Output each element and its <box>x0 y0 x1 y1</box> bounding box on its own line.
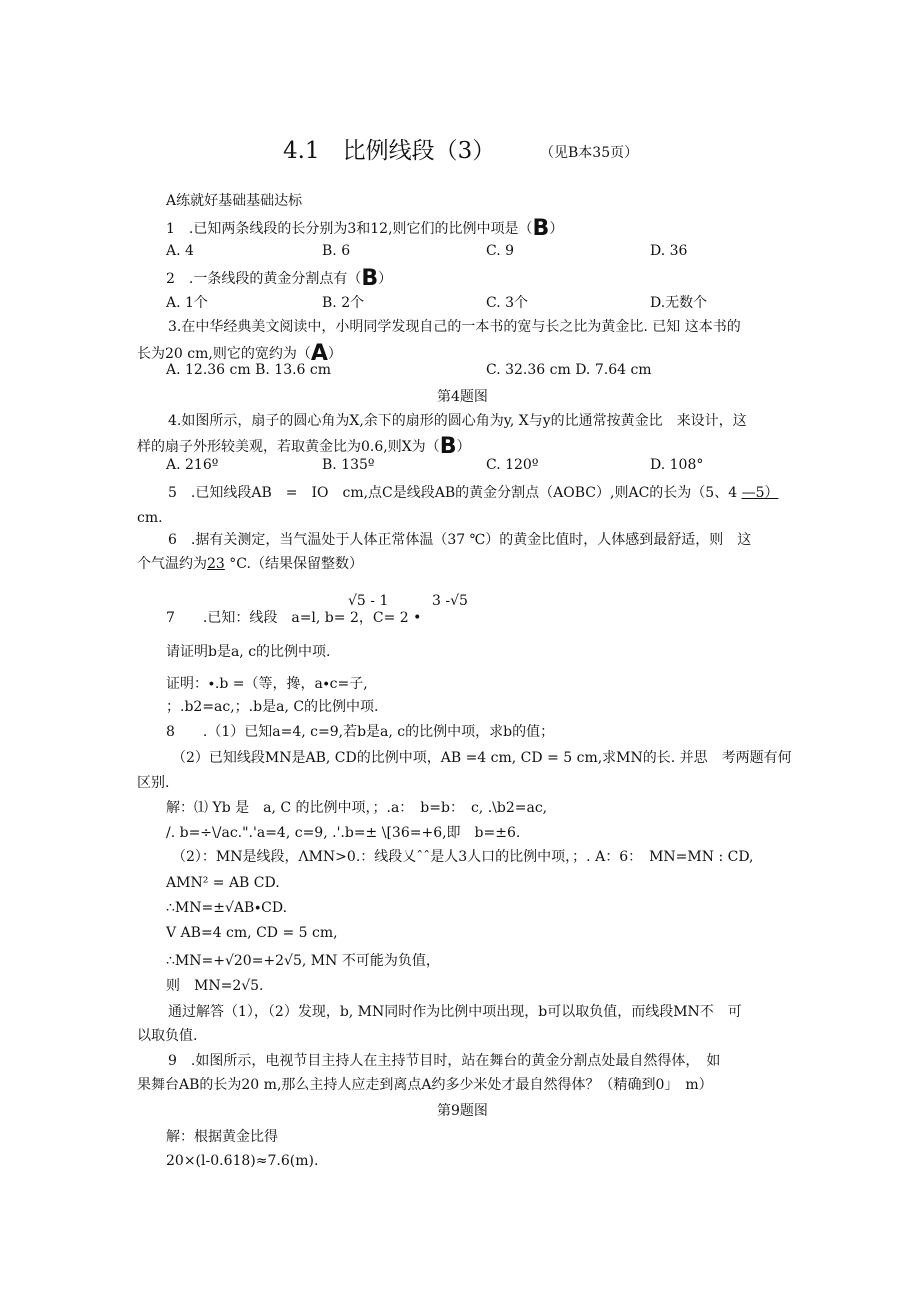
question-3-text: 长为20 cm,则它的宽约为（ <box>137 346 311 362</box>
figure-9-caption: 第9题图 <box>437 1103 488 1119</box>
question-8-part-1: 8 .（1）已知a=4, c=9,若b是a, c的比例中项，求b的值； <box>166 724 555 740</box>
question-8-solution-8: 则 MN=2√5. <box>166 978 264 994</box>
question-4-option-a: A. 216º <box>166 457 219 473</box>
question-8-solution-4: AMN² = AB CD. <box>166 875 280 891</box>
question-2-answer: B <box>361 266 379 291</box>
question-3-options-left: A. 12.36 cm B. 13.6 cm <box>166 362 332 378</box>
question-9-solution-1: 解：根据黄金比得 <box>166 1129 278 1145</box>
question-8-solution-3: （2）：MN是线段，ΛMN>0.：线段乂ˆˆ是人3人口的比例中项，；. A：6： MN=MN : CD, <box>172 849 754 865</box>
page-reference: （见B本35页） <box>540 145 639 161</box>
section-heading: A练就好基础基础达标 <box>166 193 303 209</box>
question-1-answer: B <box>532 216 550 241</box>
question-3-line-1: 3.在中华经典美文阅读中，小明同学发现自己的一本书的宽与长之比为黄金比. 已知 这本书的 <box>168 319 741 335</box>
question-8-solution-6: V AB=4 cm, CD = 5 cm, <box>166 925 338 941</box>
question-4-text-end: ） <box>456 439 471 455</box>
question-7-fraction-2: 3 -√5 <box>432 593 468 609</box>
question-2-option-b: B. 2个 <box>322 295 365 311</box>
page-title: 4.1 比例线段（3） <box>283 138 496 164</box>
question-8-part-2-line-2: 区别. <box>137 775 170 791</box>
question-2-option-d: D.无数个 <box>650 295 708 311</box>
question-1-option-c: C. 9 <box>486 243 515 259</box>
question-4-option-d: D. 108° <box>650 457 704 473</box>
question-7-proof-1: 证明：∙.b =（等，搀，a∙c=子, <box>166 676 368 692</box>
question-2-text-end: ） <box>378 271 393 287</box>
question-8-solution-2: /. b=÷\/ac.".'a=4, c=9, .'.b=± \[36=+6,即 b=±6. <box>166 825 521 841</box>
question-1-option-d: D. 36 <box>650 243 688 259</box>
question-2-option-a: A. 1个 <box>166 295 208 311</box>
question-5-line-1 <box>168 486 778 500</box>
question-6-line-2 <box>137 557 363 571</box>
question-6-answer: 23 <box>207 556 225 572</box>
question-7-prove: 请证明b是a, c的比例中项. <box>166 644 331 660</box>
question-6-text: 个气温约为 <box>137 556 207 572</box>
question-3-answer: A <box>310 341 328 366</box>
question-8-solution-7: ∴MN=+√20=+2√5, MN 不可能为负值， <box>166 953 440 969</box>
question-6-line-1: 6 .据有关测定，当气温处于人体正常体温（37 ℃）的黄金比值时，人体感到最舒适，则 这 <box>168 532 752 548</box>
question-8-solution-1: 解：⑴ Yb 是 a, C 的比例中项，；.a： b=b： c, .\b2=ac, <box>166 800 548 816</box>
figure-4-caption: 第4题图 <box>437 389 488 405</box>
question-7-fraction-1: √5 - 1 <box>348 593 389 609</box>
question-9-solution-2: 20×(l-0.618)≈7.6(m). <box>166 1153 319 1169</box>
question-5-text: 5 .已知线段AB = IO cm,点C是线段AB的黄金分割点（AOBC）,则AC的长为（5、4 <box>168 485 738 501</box>
question-8-note-1: 通过解答（1），（2）发现，b, MN同时作为比例中项出现，b可以取负值，而线段MN不 可 <box>168 1004 742 1020</box>
question-8-part-2-line-1: （2）已知线段MN是AB, CD的比例中项，AB =4 cm, CD = 5 cm,求MN的长. 并思 考两题有何 <box>172 750 792 766</box>
question-2-text: 2 .一条线段的黄金分割点有（ <box>166 271 362 287</box>
question-9-line-1: 9 .如图所示，电视节目主持人在主持节目时，站在舞台的黄金分割点处最自然得体， 如 <box>168 1053 721 1069</box>
question-8-note-2: 以取负值. <box>137 1028 198 1044</box>
question-5-answer: —5） <box>741 485 779 501</box>
question-3-text-end: ） <box>327 346 342 362</box>
question-4-text: 样的扇子外形较美观，若取黄金比为0.6,则X为（ <box>137 439 440 455</box>
question-1-option-a: A. 4 <box>166 243 194 259</box>
question-4-answer: B <box>439 434 457 459</box>
question-2-stem <box>166 268 392 290</box>
question-6-text-end: °C.（结果保留整数） <box>224 556 363 572</box>
question-1-text-end: ） <box>549 221 564 237</box>
question-1-text: 1 .已知两条线段的长分别为3和12,则它们的比例中项是（ <box>166 221 533 237</box>
question-3-options-right: C. 32.36 cm D. 7.64 cm <box>486 362 652 378</box>
question-4-option-b: B. 135º <box>322 457 375 473</box>
question-9-line-2: 果舞台AB的长为20 m,那么主持人应走到离点A约多少米处才最自然得体？（精确到0」 m） <box>137 1077 713 1093</box>
question-4-option-c: C. 120º <box>486 457 539 473</box>
question-1-option-b: B. 6 <box>322 243 351 259</box>
question-7-stem: 7 .已知：线段 a=l, b= 2，C= 2 • <box>166 610 422 626</box>
question-7-proof-2: ；.b2=ac,；.b是a, C的比例中项. <box>166 699 379 715</box>
question-1-stem <box>166 218 563 240</box>
question-4-line-1: 4.如图所示，扇子的圆心角为X,余下的扇形的圆心角为y, X与y的比通常按黄金比 来设计，这 <box>168 413 747 429</box>
question-8-solution-5: ∴MN=±√AB∙CD. <box>166 900 288 916</box>
question-2-option-c: C. 3个 <box>486 295 529 311</box>
question-4-line-2 <box>137 436 470 458</box>
question-5-line-2: cm. <box>137 510 163 526</box>
